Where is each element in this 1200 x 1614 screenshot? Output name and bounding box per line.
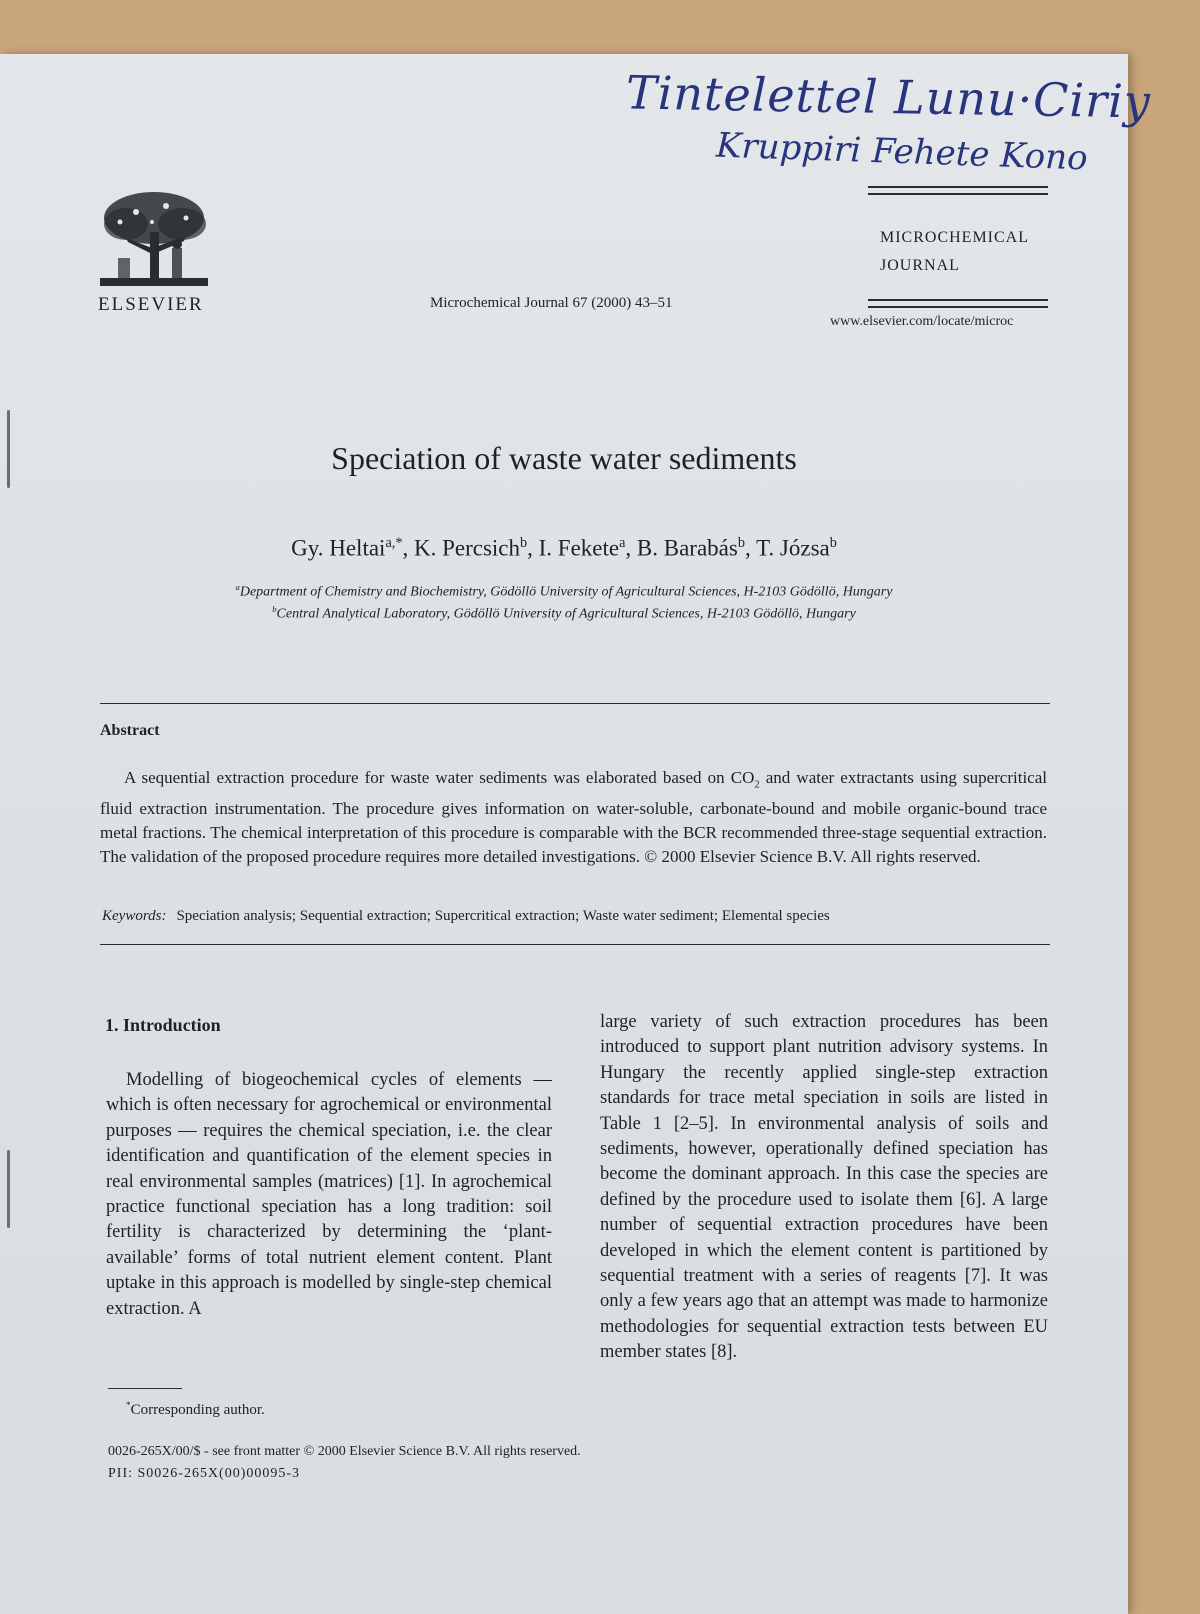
header-rule: [868, 193, 1048, 195]
journal-url[interactable]: www.elsevier.com/locate/microc: [830, 314, 1014, 329]
pii-line: PII: S0026-265X(00)00095-3: [108, 1466, 301, 1481]
abstract-heading: Abstract: [100, 722, 160, 739]
section-heading-introduction: 1. Introduction: [105, 1015, 221, 1035]
abstract-top-rule: [100, 703, 1050, 704]
introduction-left-column: Modelling of biogeochemical cycles of elements — which is often necessary for agrochemical or environmental purposes — requires the chemical speciation, i.e. the clear identification and quantification of the element species in real environmental samples (matrices) [1]. In agrochemical practice functional speciation has a long tradition: soil fertility is characterized by determining the ‘plant-available’ forms of total nutrient element content. Plant uptake in this approach is modelled by single-step chemical extraction. A: [106, 1070, 552, 1319]
author-separator: ,: [625, 535, 637, 561]
affiliation-a: $^a$Department of Chemistry and Biochemistry, Gödöllö University of Agricultural Sciences, H-2103 Gödöllö, Hungary: [235, 582, 893, 600]
article-title: Speciation of waste water sediments: [331, 440, 797, 476]
author-name: B. Barabás: [636, 535, 738, 561]
footnote: *Corresponding author.: [126, 1401, 265, 1418]
author-separator: ,: [527, 535, 539, 561]
abstract-bottom-rule: [100, 944, 1050, 945]
author-affiliation-mark: a,*: [385, 535, 403, 551]
author-separator: ,: [402, 535, 414, 561]
author-separator: ,: [744, 535, 757, 561]
footnote-rule: [108, 1388, 182, 1389]
author-affiliation-mark: a: [619, 535, 626, 551]
keywords: Keywords: Speciation analysis; Sequential extraction; Supercritical extraction; Waste water sediment; Elemental species: [102, 908, 830, 924]
journal-citation: Microchemical Journal 67 (2000) 43–51: [430, 295, 673, 311]
publisher-name: ELSEVIER: [98, 294, 204, 315]
staple: [7, 1150, 10, 1228]
author-name: T. Józsa: [756, 535, 830, 561]
header-rule: [868, 299, 1048, 301]
handwritten-note-line2: Kruppiri Fehete Kono: [715, 125, 1089, 179]
author-affiliation-mark: b: [737, 535, 745, 551]
header-rule: [868, 306, 1048, 308]
affiliation-b: $^b$Central Analytical Laboratory, Gödöllö University of Agricultural Sciences, H-2103 Gödöllö, Hungary: [272, 604, 856, 622]
journal-name: MICROCHEMICAL JOURNAL: [880, 229, 1030, 274]
author-list: [0, 535, 1128, 562]
copyright-line: 0026-265X/00/$ - see front matter © 2000 Elsevier Science B.V. All rights reserved.: [108, 1444, 581, 1459]
elsevier-tree-logo-icon: [96, 188, 212, 292]
author-name: Gy. Heltai: [291, 535, 386, 561]
abstract-text: A sequential extraction procedure for waste water sediments was elaborated based on $CO_2$ and water extractants using supercritical fluid extraction instrumentation. The procedure gives information on water-soluble, carbonate-bound and mobile organic-bound trace metal fractions. The chemical interpretation of this procedure is comparable with the BCR recommended three-stage sequential extraction. The validation of the proposed procedure requires more detailed investigations. © 2000 Elsevier Science B.V. All rights reserved.: [100, 768, 1047, 867]
author-affiliation-mark: b: [829, 535, 837, 551]
author-name: K. Percsich: [413, 535, 520, 561]
header-rule: [868, 186, 1048, 188]
author-name: I. Fekete: [538, 535, 620, 561]
author-affiliation-mark: b: [520, 535, 528, 551]
handwritten-note-line1: Tintelettel Lunu·Ciriy: [625, 65, 1152, 129]
introduction-right-column: large variety of such extraction procedures has been introduced to support plant nutrition advisory systems. In Hungary the recently applied single-step extraction standards for trace metal speciation in soils are listed in Table 1 [2–5]. In environmental analysis of soils and sediments, however, operationally defined speciation has become the dominant approach. In this case the species are defined by the procedure used to isolate them [6]. A large number of sequential extraction procedures have been developed in which the element content is partitioned by sequential treatment with a series of reagents [7]. It was only a few years ago that an attempt was made to harmonize methodologies for sequential extraction tests between EU member states [8].: [600, 1012, 1048, 1363]
